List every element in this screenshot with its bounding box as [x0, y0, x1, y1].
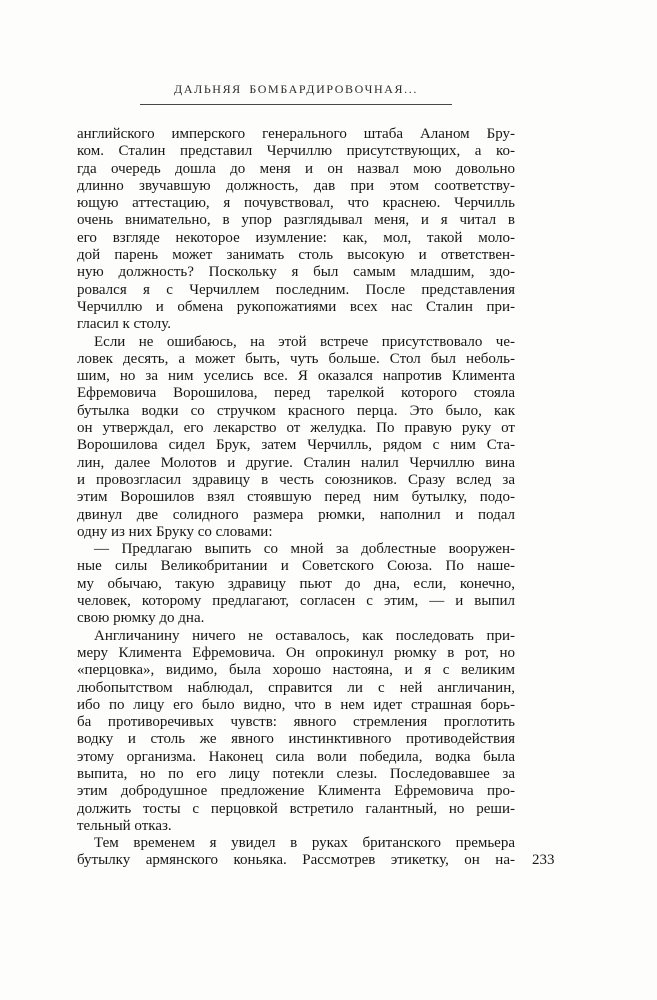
text-line: его взгляде некоторое изумление: как, мол, такой моло- — [77, 229, 515, 246]
text-line: Ворошилова сидел Брук, затем Черчилль, рядом с ним Ста- — [77, 437, 515, 454]
page-body — [77, 126, 515, 870]
text-line: Черчиллю и обмена рукопожатиями всех нас Сталин при- — [77, 298, 515, 315]
text-line: он утверждал, его лекарство от желудка. По правую руку от — [77, 420, 515, 437]
text-line: одну из них Бруку со словами: — [77, 523, 273, 540]
text-line: — Предлагаю выпить со мной за доблестные вооружен- — [94, 541, 515, 558]
text-line: ловек десять, а может быть, чуть больше. Стол был неболь- — [77, 350, 515, 367]
paragraph — [77, 835, 515, 870]
running-header-title: ДАЛЬНЯЯ БОМБАРДИРОВОЧНАЯ... — [174, 82, 418, 96]
text-line: лин, далее Молотов и другие. Сталин налил Черчиллю вина — [77, 454, 515, 471]
text-line: ную должность? Поскольку я был самым младшим, здо- — [77, 264, 515, 281]
text-line: водку и столь же явного инстинктивного противодействия — [77, 731, 515, 748]
text-line: гласил к столу. — [77, 316, 172, 333]
text-line: очень внимательно, в упор разглядывал меня, и я читал в — [77, 212, 515, 229]
paragraph — [77, 334, 515, 542]
text-line: ибо по лицу его было видно, что в нем идет страшная борь- — [77, 696, 515, 713]
text-line: Ефремовича Ворошилова, перед тарелкой которого стояла — [77, 385, 515, 402]
paragraph — [77, 628, 515, 836]
text-line: бутылку армянского коньяка. Рассмотрев этикетку, он на- — [77, 852, 515, 869]
text-line: тельный отказ. — [77, 817, 172, 834]
text-line: длинно звучавшую должность, дав при этом соответству- — [77, 177, 515, 194]
text-line: гда очередь дошла до меня и он назвал мою довольно — [77, 160, 515, 177]
header-rule — [140, 104, 452, 105]
text-line: бутылка водки со стручком красного перца. Это было, как — [77, 402, 515, 419]
text-line: Если не ошибаюсь, на этой встрече присутствовало че- — [94, 333, 515, 350]
text-line: любопытством наблюдал, справится ли с ней англичанин, — [77, 679, 515, 696]
paragraph — [77, 541, 515, 627]
text-line: ровался я с Черчиллем последним. После представления — [77, 281, 515, 298]
text-line: должить тосты с перцовкой встретило галантный, но реши- — [77, 800, 515, 817]
text-line: двинул две солидного размера рюмки, наполнил и подал — [77, 506, 515, 523]
text-line: Тем временем я увидел в руках британского премьера — [94, 835, 515, 852]
text-line: Англичанину ничего не оставалось, как последовать при- — [94, 627, 515, 644]
text-line: свою рюмку до дна. — [77, 610, 205, 627]
text-line: выпита, но по его лицу потекли слезы. Последовавшее за — [77, 765, 515, 782]
text-line: этим Ворошилов взял стоявшую перед ним бутылку, подо- — [77, 489, 515, 506]
text-line: ющую аттестацию, я почувствовал, что краснею. Черчилль — [77, 195, 515, 212]
text-line: шим, но за ним уселись все. Я оказался напротив Климента — [77, 368, 515, 385]
page-number: 233 — [532, 852, 555, 868]
text-line: «перцовка», видимо, была хорошо настояна, и я с великим — [77, 662, 515, 679]
page-header — [77, 82, 515, 105]
text-line: меру Климента Ефремовича. Он опрокинул рюмку в рот, но — [77, 644, 515, 661]
text-line: этому организма. Наконец сила воли победила, водка была — [77, 748, 515, 765]
paragraph — [77, 126, 515, 334]
text-line: ком. Сталин представил Черчиллю присутствующих, а ко- — [77, 143, 515, 160]
text-line: этим добродушное предложение Климента Ефремовича про- — [77, 783, 515, 800]
text-line: му обычаю, такую здравицу пьют до дна, если, конечно, — [77, 575, 515, 592]
text-line: ба противоречивых чувств: явного стремления проглотить — [77, 714, 515, 731]
text-line: дой парень может занимать столь высокую и ответствен- — [77, 247, 515, 264]
text-line: человек, которому предлагают, согласен с этим, — и выпил — [77, 593, 515, 610]
text-line: английского имперского генерального штаба Аланом Бру- — [77, 126, 515, 142]
text-line: и провозгласил здравицу в честь союзников. Сразу вслед за — [77, 471, 515, 488]
text-line: ные силы Великобритании и Советского Союза. По наше- — [77, 558, 515, 575]
